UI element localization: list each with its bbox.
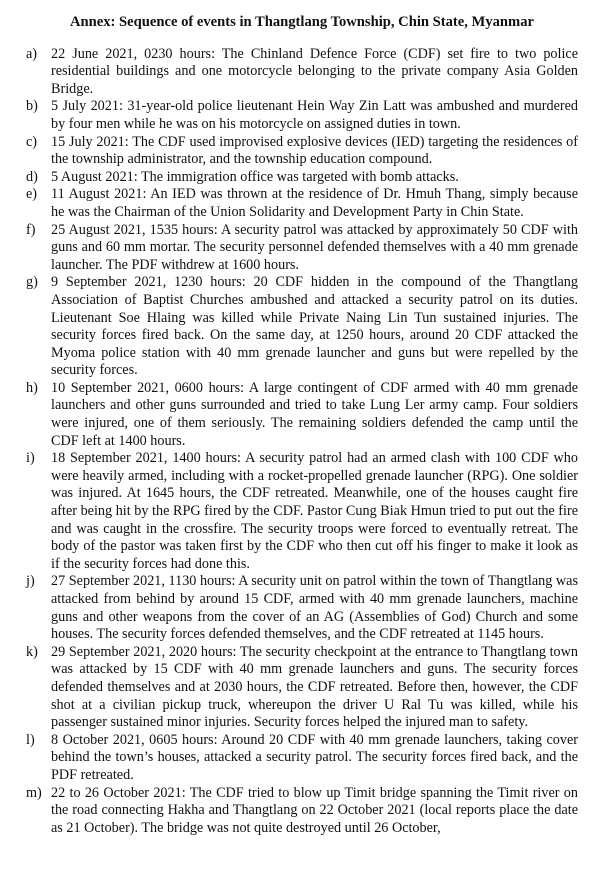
- event-text: 15 July 2021: The CDF used improvised explosive devices (IED) targeting the residences of the township administrator, and the township education compound.: [51, 133, 578, 168]
- event-letter: g): [26, 274, 38, 291]
- event-letter: c): [26, 133, 38, 150]
- event-text: 29 September 2021, 2020 hours: The security checkpoint at the entrance to Thangtlang town was attacked by 15 CDF with 40 mm grenade launchers and guns. The security forces defended themselves and at 2030 hours, the CDF retreated. Before then, however, the CDF shot at a civilian pickup truck, whereupon the driver U Ral Tu was killed, while his passenger sustained minor injuries. Security forces helped the injured man to safety.: [51, 643, 578, 731]
- event-text: 22 to 26 October 2021: The CDF tried to blow up Timit bridge spanning the Timit river on the road connecting Hakha and Thangtlang on 22 October 2021 (local reports place the date as 21 October). The bridge was not quite destroyed until 26 October,: [51, 784, 578, 836]
- event-text: 22 June 2021, 0230 hours: The Chinland Defence Force (CDF) set fire to two police residential buildings and one motorcycle belonging to the private company Asia Golden Bridge.: [51, 45, 578, 97]
- event-letter: b): [26, 98, 38, 115]
- event-letter: i): [26, 450, 35, 467]
- event-item: [26, 46, 578, 99]
- event-letter: e): [26, 186, 38, 203]
- event-letter: d): [26, 168, 38, 185]
- event-letter: k): [26, 643, 38, 660]
- event-item: [26, 98, 578, 133]
- event-text: 8 October 2021, 0605 hours: Around 20 CDF with 40 mm grenade launchers, taking cover behind the town’s houses, attacked a security patrol. The security forces fired back, and the PDF retreated.: [51, 731, 578, 783]
- event-letter: a): [26, 45, 38, 62]
- event-item: [26, 732, 578, 785]
- event-item: [26, 380, 578, 450]
- event-text: 25 August 2021, 1535 hours: A security patrol was attacked by approximately 50 CDF with guns and 60 mm mortar. The security personnel defended themselves with a 40 mm grenade launcher. The PDF withdrew at 1600 hours.: [51, 221, 578, 273]
- event-letter: j): [26, 573, 35, 590]
- event-item: [26, 274, 578, 380]
- event-letter: l): [26, 731, 35, 748]
- page-title: Annex: Sequence of events in Thangtlang Township, Chin State, Myanmar: [70, 14, 534, 30]
- event-text: 5 August 2021: The immigration office was targeted with bomb attacks.: [51, 168, 459, 185]
- event-item: [26, 573, 578, 643]
- event-text: 18 September 2021, 1400 hours: A security patrol had an armed clash with 100 CDF who were heavily armed, including with a rocket-propelled grenade launcher (RPG). One soldier was injured. At 1645 hours, the CDF retreated. Meanwhile, one of the houses caught fire after being hit by the RPG fired by the CDF. Pastor Cung Biak Hmun tried to put out the fire and was caught in the crossfire. The security troops were forced to eventually retreat. The body of the pastor was taken first by the CDF who then cut off his finger to make it look as if the security forces had done this.: [51, 450, 578, 572]
- event-item: [26, 134, 578, 169]
- event-text: 11 August 2021: An IED was thrown at the residence of Dr. Hmuh Thang, simply because he was the Chairman of the Union Solidarity and Development Party in Chin State.: [51, 186, 578, 220]
- event-letter: h): [26, 379, 38, 396]
- event-item: [26, 186, 578, 221]
- event-text: 9 September 2021, 1230 hours: 20 CDF hidden in the compound of the Thangtlang Association of Baptist Churches ambushed and attacked a security patrol on its duties. Lieutenant Soe Hlaing was killed while Private Naing Lin Tun sustained injuries. The security forces fired back. On the same day, at 1250 hours, around 20 CDF attacked the Myoma police station with 40 mm grenade launcher and guns but were repelled by the security forces.: [51, 274, 578, 379]
- event-item: [26, 450, 578, 573]
- event-item: [26, 222, 578, 275]
- event-item: [26, 785, 578, 838]
- event-text: 10 September 2021, 0600 hours: A large contingent of CDF armed with 40 mm grenade launchers and other guns surrounded and tried to take Lung Ler army camp. Four soldiers were injured, one of them seriously. The remaining soldiers defended the camp until the CDF left at 1400 hours.: [51, 379, 578, 449]
- event-item: [26, 169, 578, 187]
- events-list: [26, 46, 578, 838]
- event-text: 27 September 2021, 1130 hours: A security unit on patrol within the town of Thangtlang was attacked from behind by around 15 CDF, armed with 40 mm grenade launchers, machine guns and other weapons from the cover of an AG (Assemblies of God) Church and some houses. The security forces defended themselves, and the CDF retreated at 1145 hours.: [51, 573, 578, 643]
- event-text: 5 July 2021: 31-year-old police lieutenant Hein Way Zin Latt was ambushed and murdered by four men while he was on his motorcycle on assigned duties in town.: [51, 98, 578, 132]
- event-item: [26, 644, 578, 732]
- event-letter: f): [26, 221, 36, 238]
- event-letter: m): [26, 784, 42, 801]
